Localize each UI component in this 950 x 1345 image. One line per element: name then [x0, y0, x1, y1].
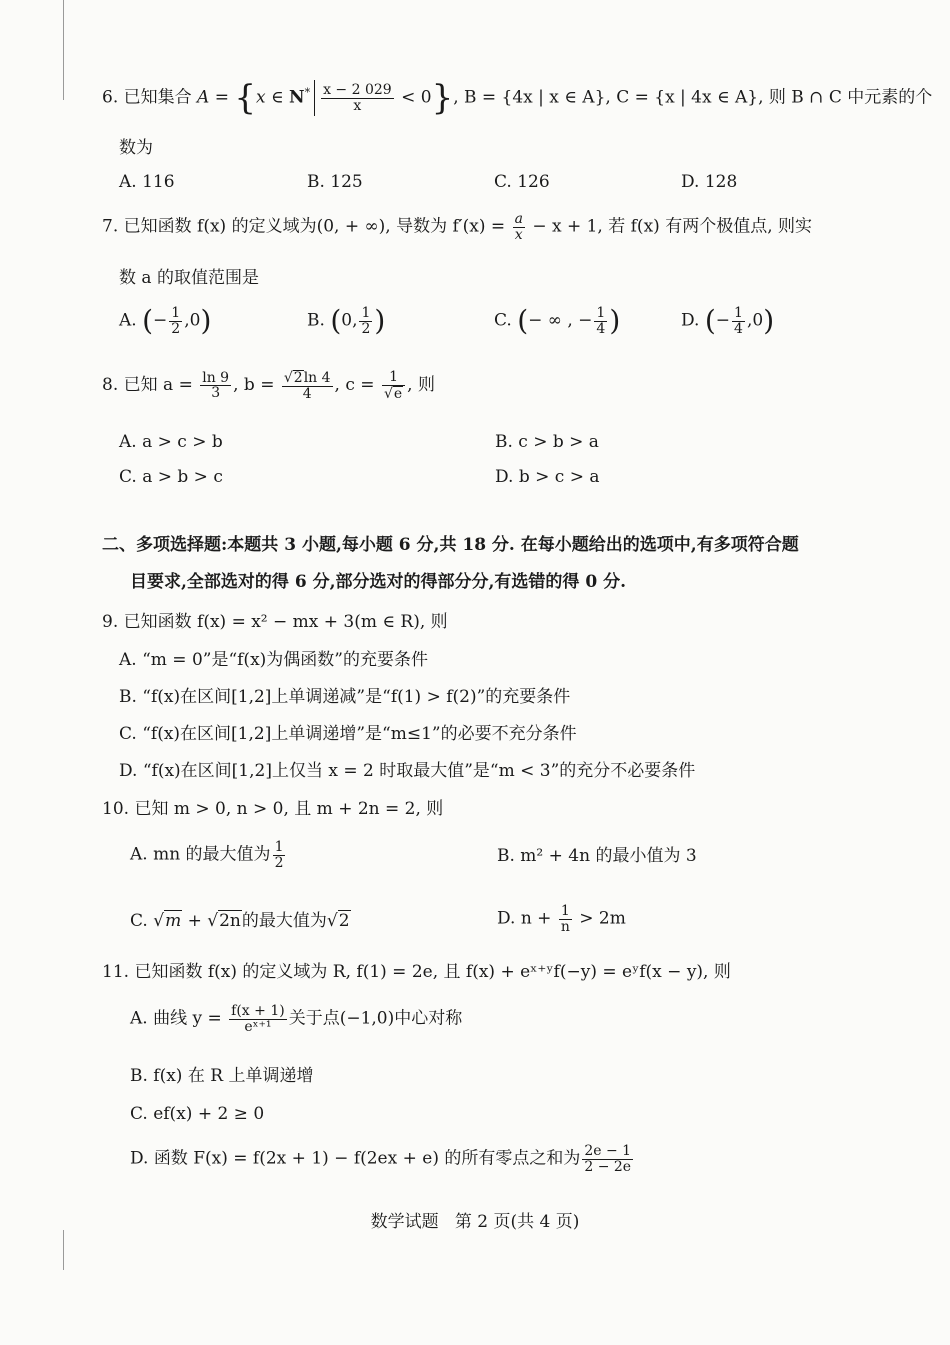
question-8: 8. 已知 a = $\frac{\ln 9}{3}$ , b = $\frac{√2\ln 4}{4}$ , c = $\frac{1}{√e}$ , 则 — [102, 369, 435, 402]
q9-option-c: C. “f(x)在区间[1,2]上单调递增”是“m≤1”的必要不充分条件 — [119, 724, 577, 744]
question-6: 6. 已知集合 A = {x ∈ N* $\frac{x - 2 029}{x}$ < 0}, B = {4x | x ∈ A}, C = {x | 4x ∈ A}, 则 B ∩ C 中元素的个 — [102, 78, 933, 118]
q7-fraction: $\frac{a}{x}$ — [514, 211, 523, 243]
q8-option-d: D. b > c > a — [495, 467, 600, 487]
q9-option-a: A. “m = 0”是“f(x)为偶函数”的充要条件 — [119, 650, 428, 670]
question-7: 7. 已知函数 f(x) 的定义域为(0, + ∞), 导数为 f′(x) = $\frac{a}{x}$ − x + 1, 若 f(x) 有两个极值点, 则实 — [102, 211, 812, 243]
q8-option-a: A. a > c > b — [119, 432, 223, 452]
question-11: 11. 已知函数 f(x) 的定义域为 R, f(1) = 2e, 且 f(x) + eˣ⁺ʸf(−y) = eʸf(x − y), 则 — [102, 962, 731, 982]
binding-edge-bottom — [63, 1230, 64, 1270]
q10-option-c: C. √m + √2n的最大值为√2 — [130, 911, 350, 931]
q8-fraction-a: $\frac{\ln 9}{3}$ — [202, 369, 230, 402]
section-2-heading: 二、多项选择题:本题共 3 小题,每小题 6 分,共 18 分. 在每小题给出的选项中,有多项符合题 — [102, 535, 799, 555]
q8-fraction-c: $\frac{1}{√e}$ — [382, 370, 405, 401]
question-10: 10. 已知 m > 0, n > 0, 且 m + 2n = 2, 则 — [102, 799, 444, 819]
q10-option-d: D. n + $\frac{1}{n}$ > 2m — [497, 903, 626, 935]
q8-option-c: C. a > b > c — [119, 467, 223, 487]
q6-option-c: C. 126 — [494, 172, 550, 192]
question-9: 9. 已知函数 f(x) = x² − mx + 3(m ∈ R), 则 — [102, 612, 448, 632]
q11-option-d: D. 函数 F(x) = f(2x + 1) − f(2ex + e) 的所有零点之和为 $\frac{2e - 1}{2 - 2e}$ — [130, 1143, 632, 1175]
q6-option-b: B. 125 — [307, 172, 363, 192]
q9-option-d: D. “f(x)在区间[1,2]上仅当 x = 2 时取最大值”是“m < 3”的充分不必要条件 — [119, 761, 696, 781]
q11-option-c: C. ef(x) + 2 ≥ 0 — [130, 1104, 265, 1124]
q7-option-b: B. (0, $\frac{1}{2}$ ) — [307, 304, 386, 338]
q7-option-d: D. (− $\frac{1}{4}$ ,0) — [681, 304, 775, 338]
question-6-line2: 数为 — [119, 138, 153, 158]
q6-fraction: $\frac{x - 2 029}{x}$ — [323, 81, 392, 114]
q6-option-a: A. 116 — [119, 172, 175, 192]
q10-option-b: B. m² + 4n 的最小值为 3 — [497, 846, 697, 866]
binding-edge-top — [63, 0, 64, 100]
q11-option-b: B. f(x) 在 R 上单调递增 — [130, 1066, 314, 1086]
q7-option-a: A. (− $\frac{1}{2}$ ,0) — [119, 304, 212, 338]
q8-fraction-b: $\frac{√2\ln 4}{4}$ — [283, 370, 331, 402]
q10-option-a: A. mn 的最大值为 $\frac{1}{2}$ — [130, 839, 284, 871]
question-7-line2: 数 a 的取值范围是 — [119, 268, 259, 288]
q8-option-b: B. c > b > a — [495, 432, 599, 452]
q6-option-d: D. 128 — [681, 172, 738, 192]
q9-option-b: B. “f(x)在区间[1,2]上单调递减”是“f(1) > f(2)”的充要条件 — [119, 687, 571, 707]
q11-option-a: A. 曲线 y = $\frac{f(x + 1)}{\text{eˣ⁺¹}}$ 关于点(−1,0)中心对称 — [130, 1003, 463, 1035]
section-2-heading-line2: 目要求,全部选对的得 6 分,部分选对的得部分分,有选错的得 0 分. — [130, 572, 627, 592]
q7-option-c: C. (− ∞ , − $\frac{1}{4}$ ) — [494, 304, 621, 338]
page-footer: 数学试题 第 2 页(共 4 页) — [370, 1212, 580, 1232]
